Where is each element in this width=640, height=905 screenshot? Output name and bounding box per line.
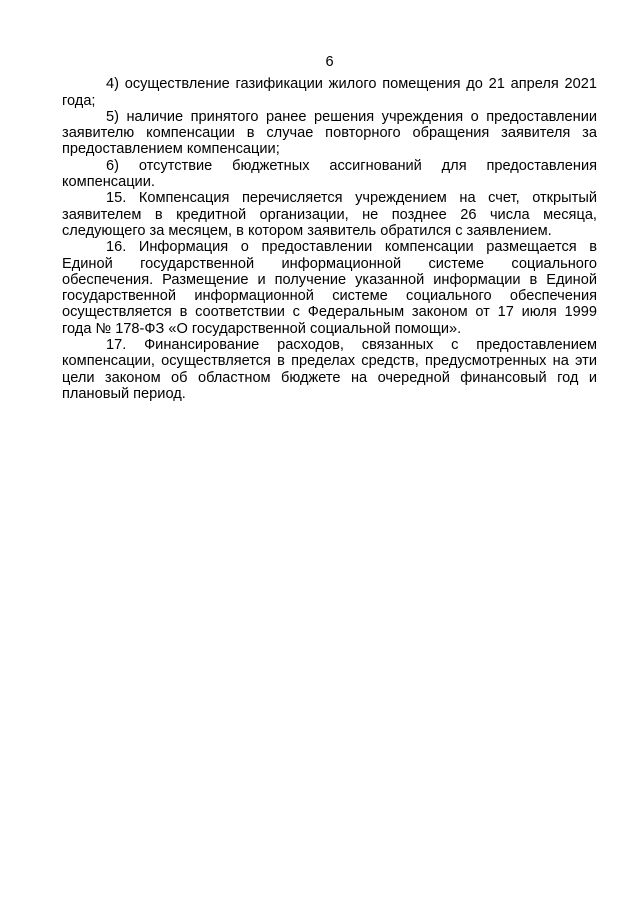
page-number: 6 <box>325 54 334 70</box>
paragraph-section-15: 15. Компенсация перечисляется учреждением на счет, открытый заявителем в кредитной организации, не позднее 26 числа месяца, следующего за месяцем, в котором заявитель обратился с заявлением. <box>62 190 597 239</box>
paragraph-item-6: 6) отсутствие бюджетных ассигнований для предоставления компенсации. <box>62 157 597 191</box>
document-page <box>62 54 597 402</box>
paragraph-section-17: 17. Финансирование расходов, связанных с предоставлением компенсации, осуществляется в пределах средств, предусмотренных на эти цели законом об областном бюджете на очередной финансовый год и плановый период. <box>62 337 597 402</box>
paragraph-section-16: 16. Информация о предоставлении компенсации размещается в Единой государственной информационной системе социального обеспечения. Размещение и получение указанной информации в Единой государственной информационной системе социального обеспечения осуществляется в соответствии с Федеральным законом от 17 июля 1999 года № 178-ФЗ «О государственной социальной помощи». <box>62 239 597 337</box>
paragraph-item-4: 4) осуществление газификации жилого помещения до 21 апреля 2021 года; <box>62 76 597 109</box>
paragraph-item-5: 5) наличие принятого ранее решения учреждения о предоставлении заявителю компенсации в случае повторного обращения заявителя за предоставлением компенсации; <box>62 108 597 158</box>
